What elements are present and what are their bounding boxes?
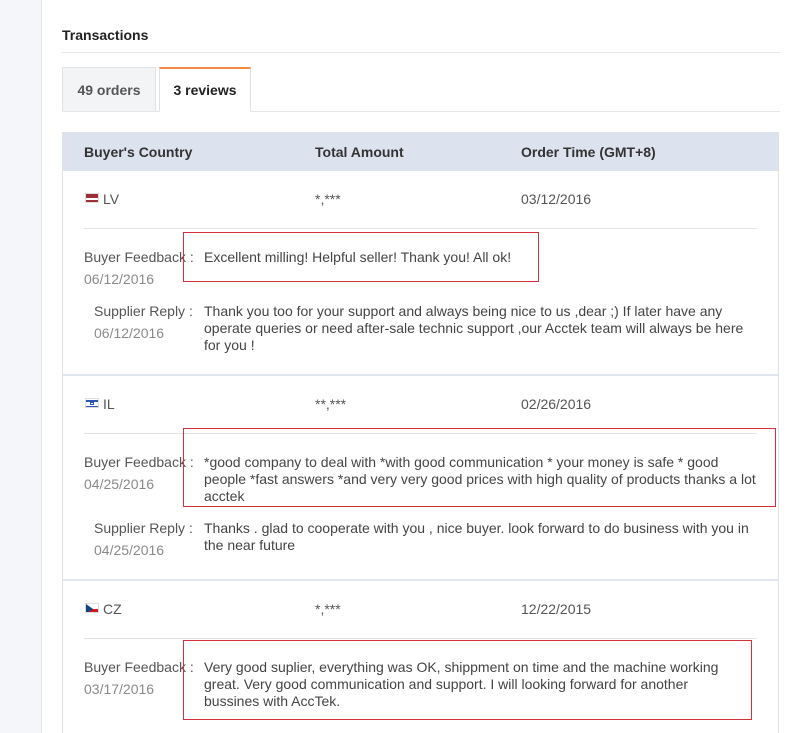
order-time: 12/22/2015 — [521, 601, 592, 617]
total-amount: *,*** — [315, 191, 341, 207]
feedback-date: 04/25/2016 — [84, 476, 155, 492]
column-header-country: Buyer's Country — [84, 144, 193, 160]
total-amount: **,*** — [315, 396, 347, 412]
review-row — [63, 376, 778, 581]
total-amount: *,*** — [315, 601, 341, 617]
latvia-flag-icon — [85, 193, 99, 203]
tab-orders[interactable]: 49 orders — [62, 67, 156, 112]
czech-flag-icon — [85, 603, 99, 613]
supplier-reply-label: Supplier Reply : — [94, 520, 193, 536]
buyer-feedback-text: *good company to deal with *with good communication * your money is safe * good people *fast answers *and very very good prices with high quality of products thanks a lot acctek — [204, 454, 756, 504]
feedback-date: 06/12/2016 — [84, 271, 155, 287]
highlight-box — [183, 232, 539, 282]
highlight-box — [183, 428, 776, 507]
buyer-feedback-label: Buyer Feedback : — [84, 659, 194, 675]
order-time: 02/26/2016 — [521, 396, 592, 412]
column-header-amount: Total Amount — [315, 144, 404, 160]
buyer-feedback-text: Excellent milling! Helpful seller! Thank you! All ok! — [204, 249, 512, 265]
buyer-feedback-label: Buyer Feedback : — [84, 454, 194, 470]
review-row — [63, 581, 778, 733]
highlight-box — [183, 640, 752, 720]
table-header — [63, 132, 778, 171]
tab-reviews[interactable]: 3 reviews — [159, 67, 251, 112]
divider — [84, 638, 757, 639]
divider — [84, 228, 757, 229]
reviews-table — [62, 132, 779, 733]
left-rail — [0, 0, 42, 733]
buyer-feedback-label: Buyer Feedback : — [84, 249, 194, 265]
feedback-date: 03/17/2016 — [84, 681, 155, 697]
buyer-feedback-text: Very good suplier, everything was OK, shippment on time and the machine working great. Very good communication and support. I will looking forward for another bussines with AccTek. — [204, 659, 719, 709]
supplier-reply-text: Thanks . glad to cooperate with you , nice buyer. look forward to do business with you in the near future — [204, 520, 749, 553]
buyer-country: CZ — [103, 601, 122, 617]
tab-bar — [62, 67, 780, 112]
supplier-reply-label: Supplier Reply : — [94, 303, 193, 319]
order-time: 03/12/2016 — [521, 191, 592, 207]
buyer-country: LV — [103, 191, 120, 207]
reply-date: 04/25/2016 — [94, 542, 165, 558]
section-title: Transactions — [62, 27, 149, 43]
review-row — [63, 171, 778, 376]
reply-date: 06/12/2016 — [94, 325, 165, 341]
supplier-reply-text: Thank you too for your support and always being nice to us ,dear ;) If later have any operate queries or need after-sale technic support ,our Acctek team will always be here for you ! — [204, 303, 744, 353]
israel-flag-icon — [85, 398, 99, 408]
buyer-country: IL — [103, 396, 115, 412]
divider — [62, 52, 780, 53]
column-header-order-time: Order Time (GMT+8) — [521, 144, 656, 160]
